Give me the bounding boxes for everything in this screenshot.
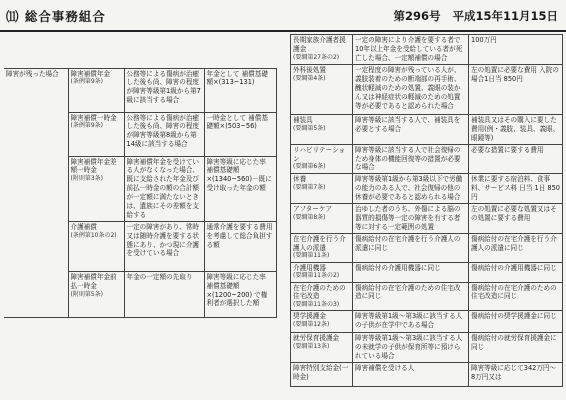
document-body xyxy=(0,34,566,400)
right-benefit-table xyxy=(290,34,563,387)
table-row xyxy=(291,174,563,204)
benefit-amount: 傷病給付の介護用機器に同じ xyxy=(469,262,563,282)
benefit-condition: 障害等級に該当する人で社会復帰のため身体の機能回復等の措置が必要な場合 xyxy=(353,144,469,174)
benefit-name: 障害補償年金前払一時金 (附則第5条) xyxy=(68,271,124,317)
benefit-name: 奨学援護金 (要綱第12条) xyxy=(291,311,353,333)
table-row xyxy=(291,233,563,262)
benefit-name: 介護用機器 (要綱第11条の2) xyxy=(291,262,353,282)
issue-date: 平成15年11月15日 xyxy=(452,9,558,23)
benefit-amount: 通常介護を要する費用を考慮して総合負担する額 xyxy=(204,221,276,271)
benefit-condition: 障害補償を受ける人 xyxy=(353,363,469,387)
right-table-wrapper xyxy=(290,34,562,387)
benefit-condition: 障害等級第1級〜第3級に該当する人の未就学の子供が保育所等に預けられている場合 xyxy=(353,333,469,363)
benefit-amount: 障害等級に応じた率 補償基礎額×(1340~560)－既に受け取った年金の額 xyxy=(204,156,276,221)
benefit-condition: 一定程度の障害が残っている人が、義肢装着のための断端部の再手術、醜状軽減のための処置、義眼の装かん又は神経症状の軽減のための処置等が必要であると認められた場合 xyxy=(353,65,469,115)
benefit-name: 障害補償年金差額一時金 (附則第3条) xyxy=(68,156,124,221)
table-row xyxy=(291,144,563,174)
table-row xyxy=(291,333,563,363)
benefit-condition: 傷病給付の在宅介護を行う介護人の派遣に同じ xyxy=(353,233,469,262)
benefit-amount: 障害等級に応じて342万円〜8万円又は xyxy=(469,363,563,387)
benefit-name: 就労保育援護金 (要綱第13条) xyxy=(291,333,353,363)
benefit-amount: 傷病給付の奨学援護金に同じ xyxy=(469,311,563,333)
table-row xyxy=(291,65,563,115)
benefit-condition: 公務等による傷病が治癒した後も尚、障害の程度が障害等級第8級から第14級に該当する場合 xyxy=(124,112,204,156)
benefit-amount: 100万円 xyxy=(469,35,563,65)
benefit-condition: 治ゆした者のうち、外傷による脳の器質的損傷等一定の障害を有する者等に対する一定範囲の処置 xyxy=(353,204,469,234)
benefit-condition: 一定の障害により介護を要する者で10年以上年金を受給している者が死亡した場合、一定額補償の場合 xyxy=(353,35,469,65)
benefit-condition: 公務等による傷病が治癒した後も尚、障害の程度が障害等級第1級から第7級に該当する場合 xyxy=(124,68,204,112)
benefit-amount: 左の処置に必要な費用 入院の場合1日当 850円 xyxy=(469,65,563,115)
benefit-name: 外科後処置 (要綱第4条) xyxy=(291,65,353,115)
benefit-condition: 年金の一定額の先取り xyxy=(124,271,204,317)
benefit-name: 補装具 (要綱第5条) xyxy=(291,115,353,145)
benefit-condition: 傷病給付の在宅介護のための住宅改造に同じ xyxy=(353,282,469,311)
benefit-amount: 傷病給付の在宅介護を行う介護人の派遣に同じ xyxy=(469,233,563,262)
section-title: ⑾ 総合事務組合 xyxy=(6,9,106,24)
category-label: 障害が残った場合 xyxy=(4,68,68,317)
table-row xyxy=(4,68,276,112)
benefit-amount: 傷病給付の就労保育援護金に同じ xyxy=(469,333,563,363)
benefit-condition: 傷病給付の介護用機器に同じ xyxy=(353,262,469,282)
benefit-name: 休養 (要綱第7条) xyxy=(291,174,353,204)
table-row xyxy=(291,282,563,311)
table-row xyxy=(291,35,563,65)
benefit-amount: 左の処置に必要な処置又はその処置に要する費用 xyxy=(469,204,563,234)
benefit-condition: 一定の障害があり、常時又は随時介護を要する状態にあり、かつ現に介護を受けている場合 xyxy=(124,221,204,271)
benefit-name: 長期家族介護者援護金 (要綱第27条の2) xyxy=(291,35,353,65)
benefit-name: アフターケア (要綱第8条) xyxy=(291,204,353,234)
table-row xyxy=(291,262,563,282)
benefit-amount: 傷病給付の在宅介護のための住宅改造に同じ xyxy=(469,282,563,311)
benefit-amount: 補装具又はその購入に要した費用(例・義肢、装具、義眼、眼鏡等) xyxy=(469,115,563,145)
benefit-amount: 休業に要する宿泊料、食事料、サービス料 日当 1日 850円 xyxy=(469,174,563,204)
benefit-name: 障害補償年金 (条例第9条) xyxy=(68,68,124,112)
benefit-condition: 障害等級に該当する人で、補装具を必要とする場合 xyxy=(353,115,469,145)
benefit-name: 在宅介護を行う介護人の派遣 (要綱第11条) xyxy=(291,233,353,262)
benefit-condition: 障害補償年金を受けている人がなくなった場合、既に支給された年金及び前払一時金の額の合計額が一定額に満たないときは、遺族にその差額を支給する xyxy=(124,156,204,221)
table-row xyxy=(291,204,563,234)
benefit-name: 障害特別支給金(一時金) xyxy=(291,363,353,387)
benefit-amount: 必要な措置に要する費用 xyxy=(469,144,563,174)
issue-info xyxy=(385,8,558,24)
left-table-wrapper xyxy=(4,34,276,318)
benefit-name: 介護補償 (条例第10条の2) xyxy=(68,221,124,271)
benefit-name: リハビリテーション (要綱第6条) xyxy=(291,144,353,174)
issue-number: 第296号 xyxy=(393,9,441,23)
benefit-amount: 年金として 補償基礎額×(313~131) xyxy=(204,68,276,112)
left-benefit-table xyxy=(4,34,277,318)
benefit-name: 障害補償一時金 (条例第9条) xyxy=(68,112,124,156)
table-spacer-row xyxy=(4,34,276,68)
table-row xyxy=(291,363,563,387)
benefit-amount: 一時金として 補償基礎額×(503~56) xyxy=(204,112,276,156)
benefit-amount: 障害等級に応じた率 補償基礎額×(1200~200) で権利者が選択した額 xyxy=(204,271,276,317)
table-row xyxy=(291,311,563,333)
benefit-condition: 障害等級第1級から第3級以下で労働の能力のある人で、社会復帰の他の休養が必要であると認められる場合 xyxy=(353,174,469,204)
page-header xyxy=(0,0,566,32)
benefit-name: 在宅介護のための住宅改造 (要綱第11条の3) xyxy=(291,282,353,311)
table-row xyxy=(291,115,563,145)
benefit-condition: 障害等級第1級〜第3級に該当する人の子供が在学中である場合 xyxy=(353,311,469,333)
